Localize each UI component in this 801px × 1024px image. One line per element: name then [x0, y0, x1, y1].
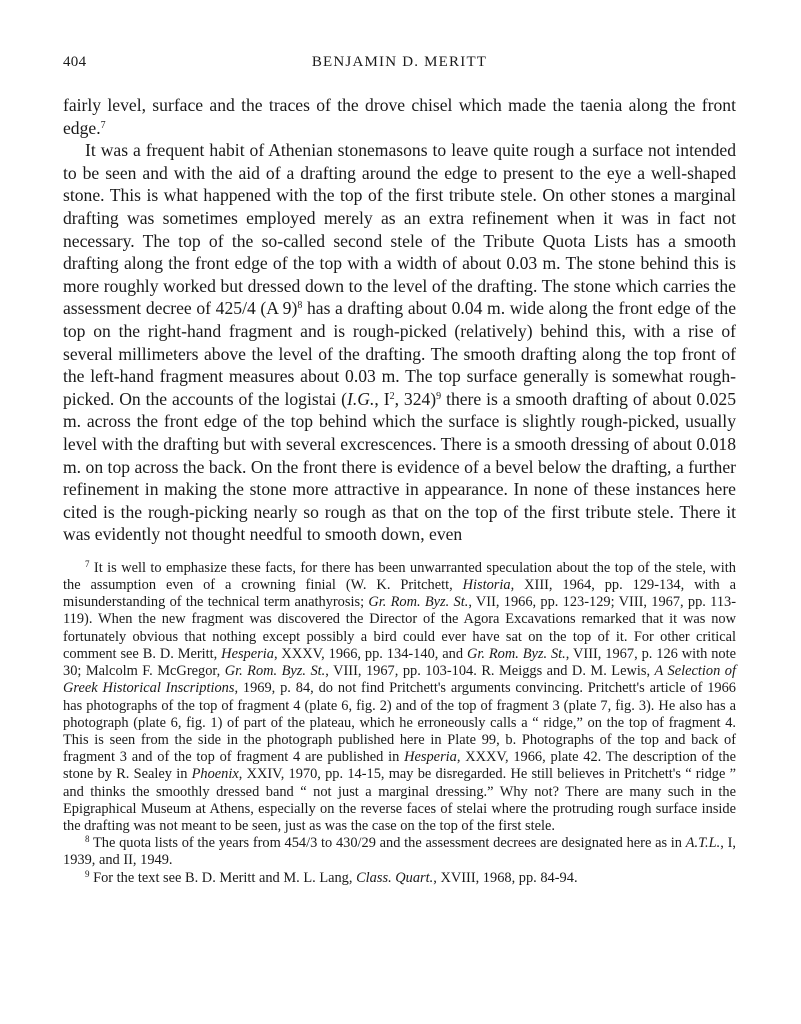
footnote-7: $^7$ It is well to emphasize these facts, for there has been unwarranted speculation about the top of the stele, with the assumption even of a crowning finial (W. K. Pritchett, Historia, XIII, 1964, pp. 129-134, with a misunderstanding of the technical term anathyrosis; Gr. Rom. Byz. St., VII, 1966, pp. 123-129; VIII, 1967, pp. 113-119). When the new fragment was discovered the Director of the Agora Excavations remarked that it was now fortunately obvious that nothing except possibly a bird could ever have sat on the top of it. For other critical comment see B. D. Meritt, Hesperia, XXXV, 1966, pp. 134-140, and Gr. Rom. Byz. St., VIII, 1967, p. 126 with note 30; Malcolm F. McGregor, Gr. Rom. Byz. St., VIII, 1967, pp. 103-104. R. Meiggs and D. M. Lewis, A Selection of Greek Historical Inscriptions, 1969, p. 84, do not find Pritchett's arguments convincing. Pritchett's article of 1966 has photographs of the top of fragment 4 (plate 6, fig. 2) and of the top of fragment 3 (plate 7, fig. 3). He also has a photograph (plate 6, fig. 1) of part of the plateau, which he erroneously calls a “ ridge,” on the top of fragment 4. This is seen from the side in the photograph published here in Plate 99, b. Photographs of the top and back of fragment 3 and of the top of fragment 4 are published in Hesperia, XXXV, 1966, plate 42. The description of the stone by R. Sealey in Phoenix, XXIV, 1970, pp. 14-15, may be disregarded. He still believes in Pritchett's “ ridge ” and thinks the smoothly dressed band “ not just a marginal dressing.” Why not? There are many such in the Epigraphical Museum at Athens, especially on the reverse faces of stelai where the protruding rough surface inside the drafting was not meant to be seen, just as was the case on the top of the first stele.: [63, 558, 737, 834]
footnote-ref-9[interactable]: 9: [436, 390, 442, 402]
body-text: [63, 94, 736, 546]
citation-ig: I.G.: [347, 388, 375, 409]
footnote-number-8: 8: [85, 834, 90, 845]
footnote-number-7: 7: [85, 558, 90, 569]
running-title: BENJAMIN D. MERITT: [311, 54, 488, 70]
page: [63, 54, 736, 887]
running-head: [63, 54, 736, 78]
page-number: 404: [63, 54, 87, 70]
paragraph-continued: fairly level, surface and the traces of the drove chisel which made the taenia along the front edge.$^7$: [63, 95, 736, 138]
footnote-number-9: 9: [85, 868, 90, 879]
footnote-ref-8[interactable]: 8: [297, 300, 303, 312]
footnote-ref-7[interactable]: 7: [100, 119, 106, 131]
footnote-8: $^8$ The quota lists of the years from 454/3 to 430/29 and the assessment decrees are designated here as in A.T.L., I, 1939, and II, 1949.: [63, 834, 736, 869]
superscript-2: 2: [389, 390, 395, 402]
footnotes: [63, 560, 736, 887]
footnote-9: $^9$ For the text see B. D. Meritt and M. L. Lang, Class. Quart., XVIII, 1968, pp. 84-94.: [85, 868, 578, 886]
paragraph-drafting: It was a frequent habit of Athenian stonemasons to leave quite rough a surface not intended to be seen and with the aid of a drafting around the edge to present to the eye a well-shaped stone. This is what happened with the top of the first tribute stele. On other stones a marginal drafting was sometimes employed merely as an extra refinement when it was in fact not necessary. The top of the so-called second stele of the Tribute Quota Lists has a smooth drafting along the front edge of the top with a width of about 0.03 m. The stone behind this is more roughly worked but dressed down to the level of the drafting. The stone which carries the assessment decree of 425/4 (A 9)$^8$ has a drafting about 0.04 m. wide along the front edge of the top on the right-hand fragment and is rough-picked (relatively) behind this, with a rise of several millimeters above the level of the drafting. The smooth drafting along the top front of the left-hand fragment measures about 0.03 m. The top surface generally is somewhat rough-picked. On the accounts of the logistai (I.G., $I^2$, 324)$^9$ there is a smooth drafting of about 0.025 m. across the front edge of the top behind which the surface is slightly rough-picked, usually level with the drafting but with several excrescences. There is a smooth dressing of about 0.018 m. on top across the back. On the front there is evidence of a bevel below the drafting, a further refinement in making the stone more attractive in appearance. In none of these instances here cited is the rough-picking nearly so rough as that on the top of the first tribute stele. There it was evidently not thought needful to smooth down, even: [63, 140, 736, 545]
